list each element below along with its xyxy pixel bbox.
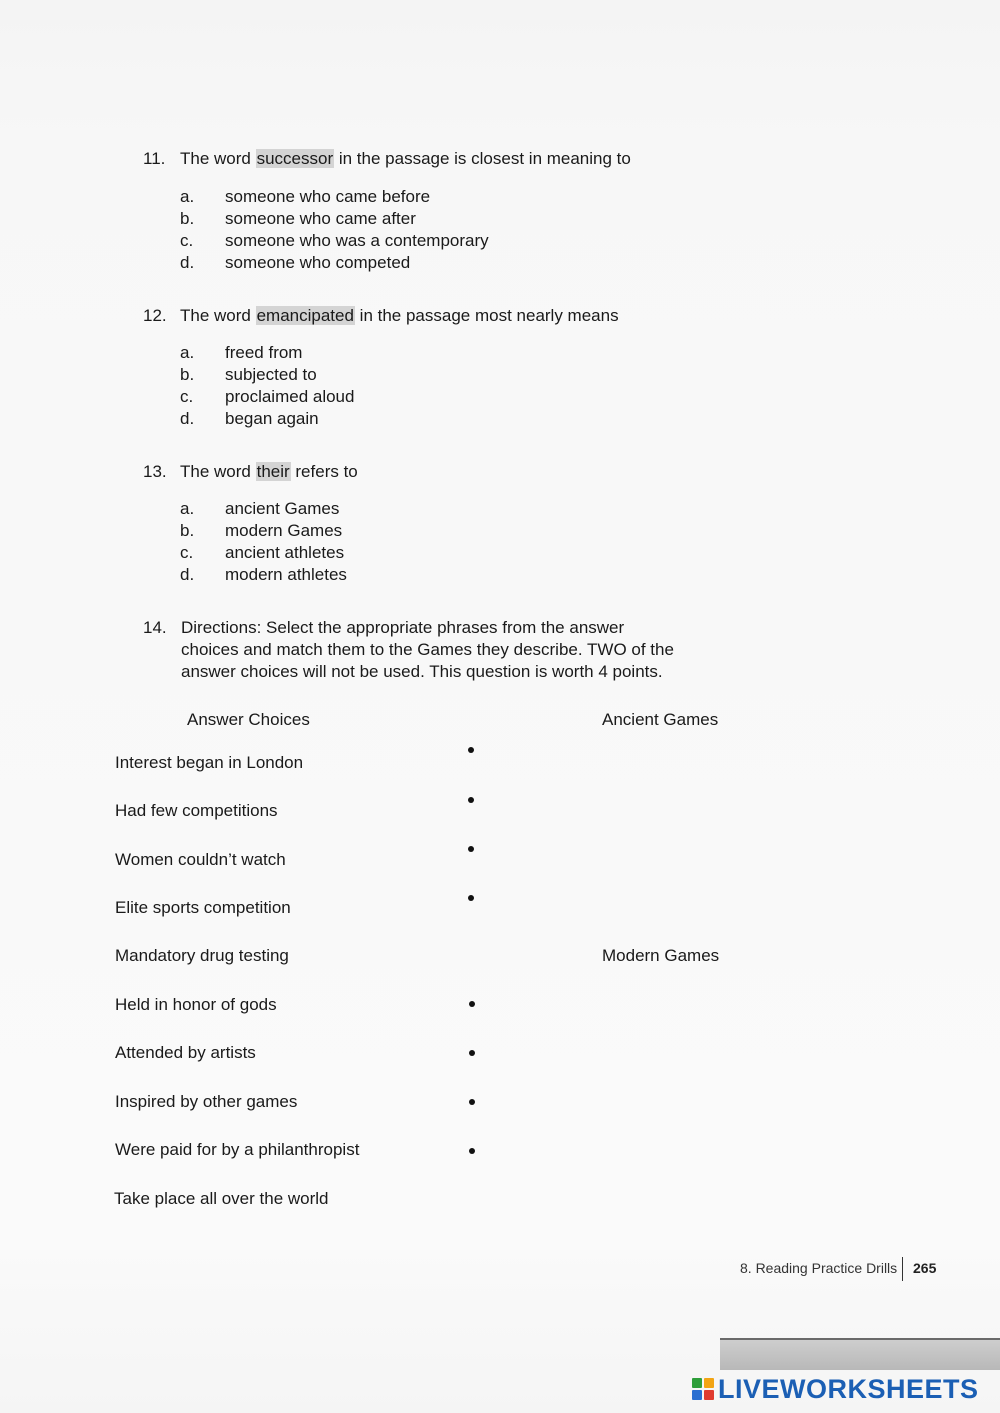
answer-choice[interactable]: Were paid for by a philanthropist: [115, 1140, 360, 1159]
option: b. someone who came after: [180, 209, 416, 228]
option: c. ancient athletes: [180, 543, 345, 562]
stem-text: The word: [180, 149, 256, 168]
stem-text: in the passage is closest in meaning to: [334, 149, 631, 168]
highlighted-word: emancipated: [256, 306, 354, 325]
chapter-footer: 8. Reading Practice Drills: [740, 1260, 898, 1276]
answer-choice[interactable]: Interest began in London: [115, 753, 304, 772]
directions-line: choices and match them to the Games they describe. TWO of the: [181, 640, 674, 659]
answer-choice[interactable]: Mandatory drug testing: [115, 946, 289, 965]
answer-choice[interactable]: Held in honor of gods: [115, 995, 277, 1014]
option: d. modern athletes: [180, 565, 347, 584]
brand-name: LIVEWORKSHEETS: [718, 1373, 979, 1404]
answer-choice[interactable]: Had few competitions: [115, 801, 278, 820]
question-number: 13.: [143, 462, 167, 481]
option: c. someone who was a contemporary: [180, 231, 489, 250]
modern-drop-bullet[interactable]: [469, 1099, 475, 1105]
modern-drop-bullet[interactable]: [469, 1001, 475, 1007]
modern-drop-bullet[interactable]: [469, 1050, 475, 1056]
liveworksheets-logo: [692, 1373, 979, 1405]
stem-text: The word: [180, 462, 256, 481]
modern-drop-bullet[interactable]: [469, 1148, 475, 1154]
option: a. freed from: [180, 343, 303, 362]
page-number: 265: [913, 1260, 937, 1276]
ancient-games-heading: Ancient Games: [602, 710, 719, 729]
logo-grid-icon: [692, 1378, 714, 1400]
directions-line: answer choices will not be used. This question is worth 4 points.: [181, 662, 663, 681]
highlighted-word: successor: [256, 149, 334, 168]
ancient-drop-bullet[interactable]: [468, 747, 474, 753]
highlighted-word: their: [256, 462, 290, 481]
question-14-number: 14.: [143, 618, 167, 637]
question-12-stem: [143, 305, 619, 327]
ancient-drop-bullet[interactable]: [468, 895, 474, 901]
option: b. subjected to: [180, 365, 317, 384]
footer-divider: [902, 1257, 903, 1281]
directions-line: Directions: Select the appropriate phrases from the answer: [181, 618, 625, 637]
modern-games-heading: Modern Games: [602, 946, 720, 965]
answer-choice[interactable]: Inspired by other games: [115, 1092, 298, 1111]
corner-scan-bar: [720, 1338, 1000, 1370]
answer-choices-heading: Answer Choices: [187, 710, 310, 729]
option: d. someone who competed: [180, 253, 411, 272]
ancient-drop-bullet[interactable]: [468, 797, 474, 803]
corner-scan-line: [720, 1338, 1000, 1340]
ancient-drop-bullet[interactable]: [468, 846, 474, 852]
stem-text: in the passage most nearly means: [354, 306, 619, 325]
question-11-stem: [143, 148, 631, 170]
option: d. began again: [180, 409, 319, 428]
question-number: 11.: [143, 149, 166, 168]
option: b. modern Games: [180, 521, 343, 540]
question-13-stem: [143, 461, 358, 483]
answer-choice[interactable]: Elite sports competition: [115, 898, 291, 917]
answer-choice[interactable]: Attended by artists: [115, 1043, 256, 1062]
question-number: 12.: [143, 306, 167, 325]
answer-choice[interactable]: Women couldn’t watch: [115, 850, 286, 869]
option: c. proclaimed aloud: [180, 387, 355, 406]
option: a. someone who came before: [180, 187, 431, 206]
option: a. ancient Games: [180, 499, 340, 518]
stem-text: refers to: [290, 462, 358, 481]
stem-text: The word: [180, 306, 256, 325]
answer-choice[interactable]: Take place all over the world: [114, 1189, 329, 1208]
